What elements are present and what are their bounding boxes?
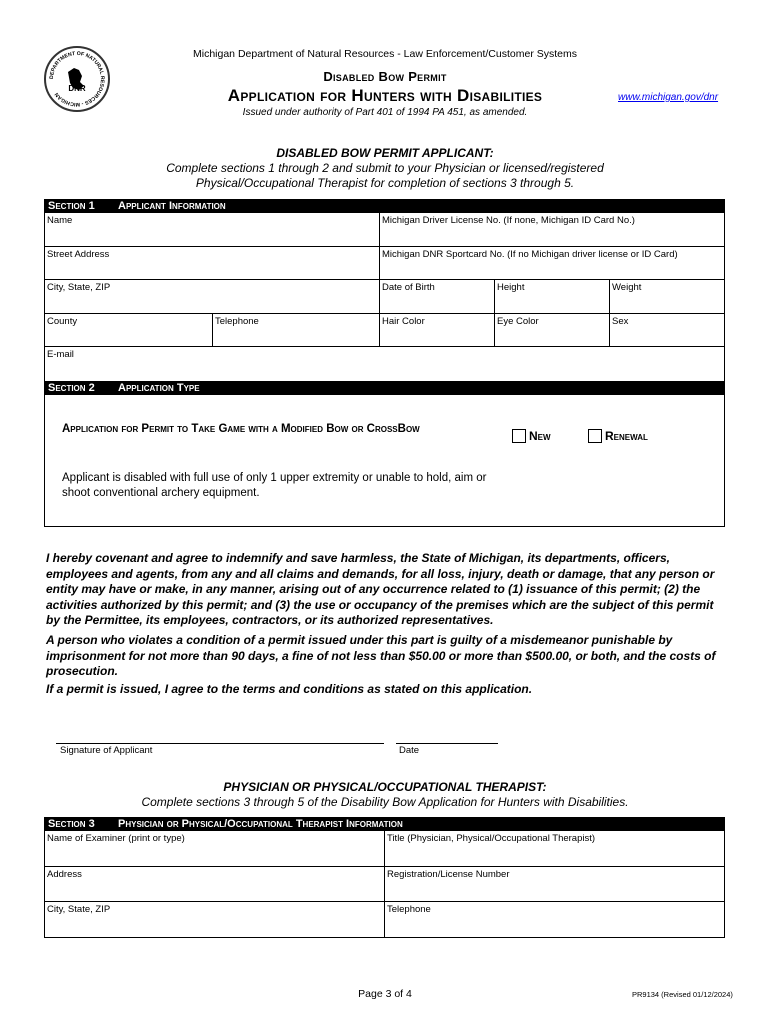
- examiner-city-field[interactable]: City, State, ZIP: [47, 904, 111, 915]
- section3-title: Physician or Physical/Occupational Therapist Information: [118, 818, 403, 830]
- section1-number: Section 1: [48, 200, 95, 212]
- seal-text: DNR: [68, 84, 86, 93]
- form-id: PR9134 (Revised 01/12/2024): [632, 990, 733, 999]
- city-state-zip-field[interactable]: City, State, ZIP: [45, 280, 379, 314]
- disability-description: Applicant is disabled with full use of only 1 upper extremity or unable to hold, aim or shoot conventional archery equipment.: [62, 472, 487, 499]
- authority-text: Issued under authority of Part 401 of 1994 PA 451, as amended.: [242, 107, 528, 118]
- sportcard-field[interactable]: Michigan DNR Sportcard No. (If no Michigan driver license or ID Card): [379, 247, 724, 280]
- email-field[interactable]: E-mail: [47, 349, 74, 360]
- form-title-line1: Disabled Bow Permit: [323, 69, 447, 84]
- signature-label: Signature of Applicant: [60, 745, 153, 756]
- section2-title: Application Type: [118, 382, 200, 394]
- examiner-address-field[interactable]: Address: [45, 867, 384, 902]
- date-of-birth-field[interactable]: Date of Birth: [379, 280, 494, 314]
- eye-color-field[interactable]: Eye Color: [494, 314, 609, 347]
- sex-field[interactable]: Sex: [609, 314, 724, 347]
- page-number: Page 3 of 4: [358, 988, 412, 1000]
- section1-grid: [44, 213, 725, 381]
- agency-name: Michigan Department of Natural Resources - Law Enforcement/Customer Systems: [193, 48, 577, 60]
- applicant-instructions-heading: DISABLED BOW PERMIT APPLICANT:: [276, 146, 494, 160]
- weight-field[interactable]: Weight: [609, 280, 724, 314]
- new-label: New: [529, 428, 551, 443]
- agreement-paragraph: If a permit is issued, I agree to the terms and conditions as stated on this application.: [46, 682, 533, 696]
- section2-number: Section 2: [48, 382, 95, 394]
- section2-box: [44, 395, 725, 527]
- registration-number-field[interactable]: Registration/License Number: [384, 867, 724, 902]
- violation-paragraph: A person who violates a condition of a permit issued under this part is guilty of a misdemeanor punishable by imprisonment for not more than 90 days, a fine of not less than $50.00 or more than $500.00, or both, and the costs of prosecution.: [46, 633, 716, 678]
- license-field[interactable]: Michigan Driver License No. (If none, Michigan ID Card No.): [379, 213, 724, 247]
- telephone-field[interactable]: Telephone: [212, 314, 379, 347]
- examiner-title-field[interactable]: Title (Physician, Physical/Occupational Therapist): [384, 831, 724, 867]
- website-link[interactable]: www.michigan.gov/dnr: [618, 92, 719, 103]
- physician-instructions-heading: PHYSICIAN OR PHYSICAL/OCCUPATIONAL THERAPIST:: [223, 780, 547, 794]
- date-label: Date: [399, 745, 420, 756]
- name-field[interactable]: Name: [45, 213, 379, 247]
- county-field[interactable]: County: [45, 314, 212, 347]
- form-title-line2: Application for Hunters with Disabilities: [227, 86, 543, 105]
- permit-type-title: Application for Permit to Take Game with a Modified Bow or CrossBow: [62, 423, 420, 435]
- applicant-instructions-text: Complete sections 1 through 2 and submit to your Physician or licensed/registered Physical/Occupational Therapist for completion of sections 3 through 5.: [166, 161, 604, 190]
- section3-header: [44, 817, 725, 831]
- examiner-telephone-field[interactable]: Telephone: [384, 902, 724, 937]
- street-address-field[interactable]: Street Address: [45, 247, 379, 280]
- renewal-label: Renewal: [605, 428, 648, 443]
- physician-instructions-text: Complete sections 3 through 5 of the Disability Bow Application for Hunters with Disabilities.: [141, 795, 629, 809]
- new-checkbox[interactable]: [512, 429, 526, 443]
- section1-title: Applicant Information: [118, 200, 226, 212]
- date-line[interactable]: [396, 743, 498, 744]
- section2-header: [44, 381, 725, 395]
- examiner-name-field[interactable]: Name of Examiner (print or type): [45, 831, 384, 867]
- signature-line[interactable]: [56, 743, 384, 744]
- section3-grid: [44, 831, 725, 938]
- section1-header: [44, 199, 725, 213]
- renewal-option[interactable]: [588, 427, 648, 445]
- new-option[interactable]: [512, 427, 551, 445]
- renewal-checkbox[interactable]: [588, 429, 602, 443]
- section3-number: Section 3: [48, 818, 95, 830]
- height-field[interactable]: Height: [494, 280, 609, 314]
- seal-ring-text: DEPARTMENT OF NATURAL RESOURCES - MICHIGAN: [48, 50, 106, 108]
- hair-color-field[interactable]: Hair Color: [379, 314, 494, 347]
- indemnity-paragraph: I hereby covenant and agree to indemnify and save harmless, the State of Michigan, its departments, officers, employees and agents, from any and all claims and demands, for all loss, injury, death or damage, that any person or entity may have or make, in any manner, arising out of any occurrence related to (1) issuance of this permit; (2) the activities authorized by this permit; and (3) the use or occupancy of the premises which are the subject of this permit by the Permittee, its employees, contractors, or its authorized representatives.: [46, 551, 715, 627]
